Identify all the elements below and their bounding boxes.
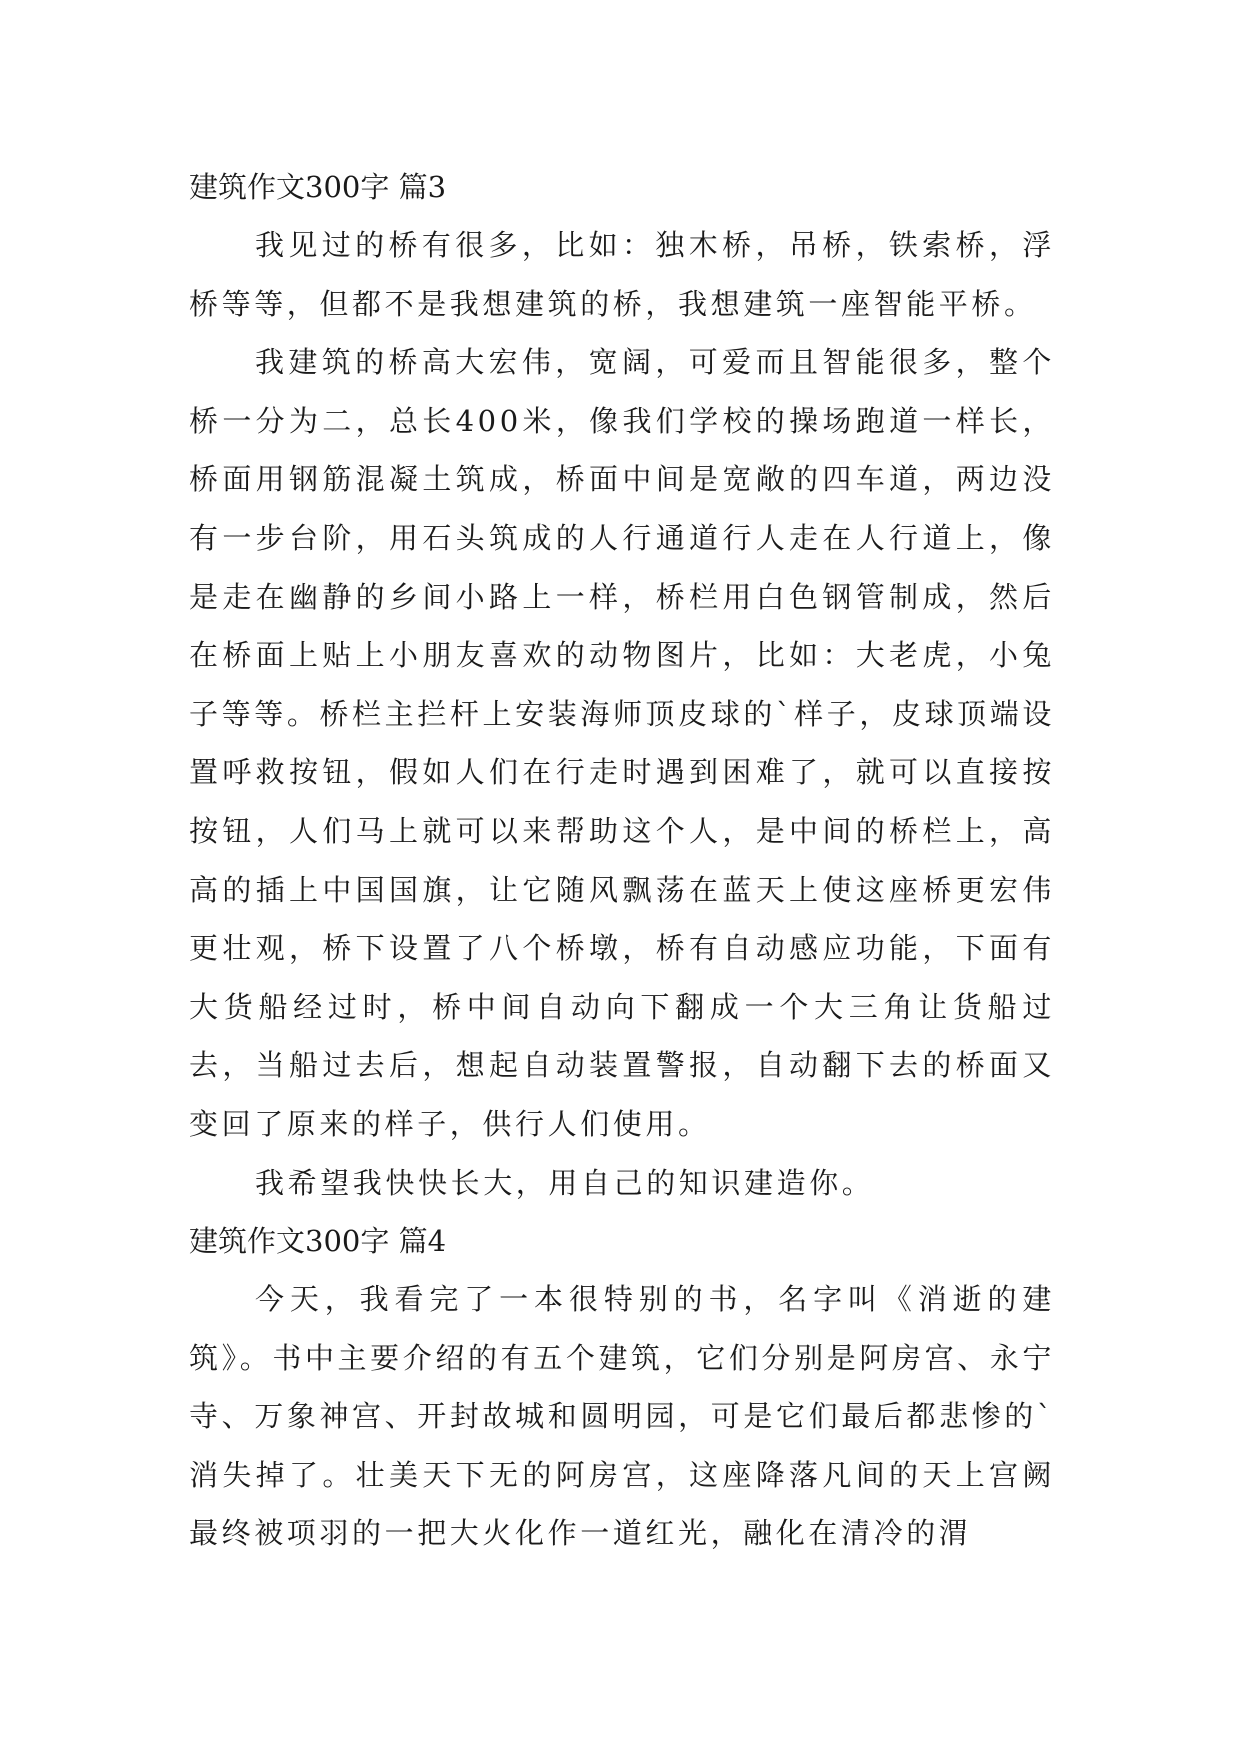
document-body <box>189 158 1055 1563</box>
paragraph: 我建筑的桥高大宏伟，宽阔，可爱而且智能很多，整个桥一分为二，总长400米，像我们学校的操场跑道一样长，桥面用钢筋混凝土筑成，桥面中间是宽敞的四车道，两边没有一步台阶，用石头筑成的人行通道行人走在人行道上，像是走在幽静的乡间小路上一样，桥栏用白色钢管制成，然后在桥面上贴上小朋友喜欢的动物图片，比如：大老虎，小兔子等等。桥栏主拦杆上安装海师顶皮球的`样子，皮球顶端设置呼救按钮，假如人们在行走时遇到困难了，就可以直接按按钮，人们马上就可以来帮助这个人，是中间的桥栏上，高高的插上中国国旗，让它随风飘荡在蓝天上使这座桥更宏伟更壮观，桥下设置了八个桥墩，桥有自动感应功能，下面有大货船经过时，桥中间自动向下翻成一个大三角让货船过去，当船过去后，想起自动装置警报，自动翻下去的桥面又变回了原来的样子，供行人们使用。 <box>189 345 1055 1141</box>
paragraph: 今天，我看完了一本很特别的书，名字叫《消逝的建筑》。书中主要介绍的有五个建筑，它们分别是阿房宫、永宁寺、万象神宫、开封故城和圆明园，可是它们最后都悲惨的`消失掉了。壮美天下无的阿房宫，这座降落凡间的天上宫阙最终被项羽的一把大火化作一道红光，融化在清冷的渭 <box>189 1282 1055 1551</box>
paragraph: 我希望我快快长大，用自己的知识建造你。 <box>255 1165 875 1200</box>
section-heading: 建筑作文300字 篇3 <box>189 170 447 204</box>
section-heading: 建筑作文300字 篇4 <box>189 1224 447 1259</box>
paragraph: 我见过的桥有很多，比如：独木桥，吊桥，铁索桥，浮桥等等，但都不是我想建筑的桥，我想建筑一座智能平桥。 <box>189 228 1055 321</box>
